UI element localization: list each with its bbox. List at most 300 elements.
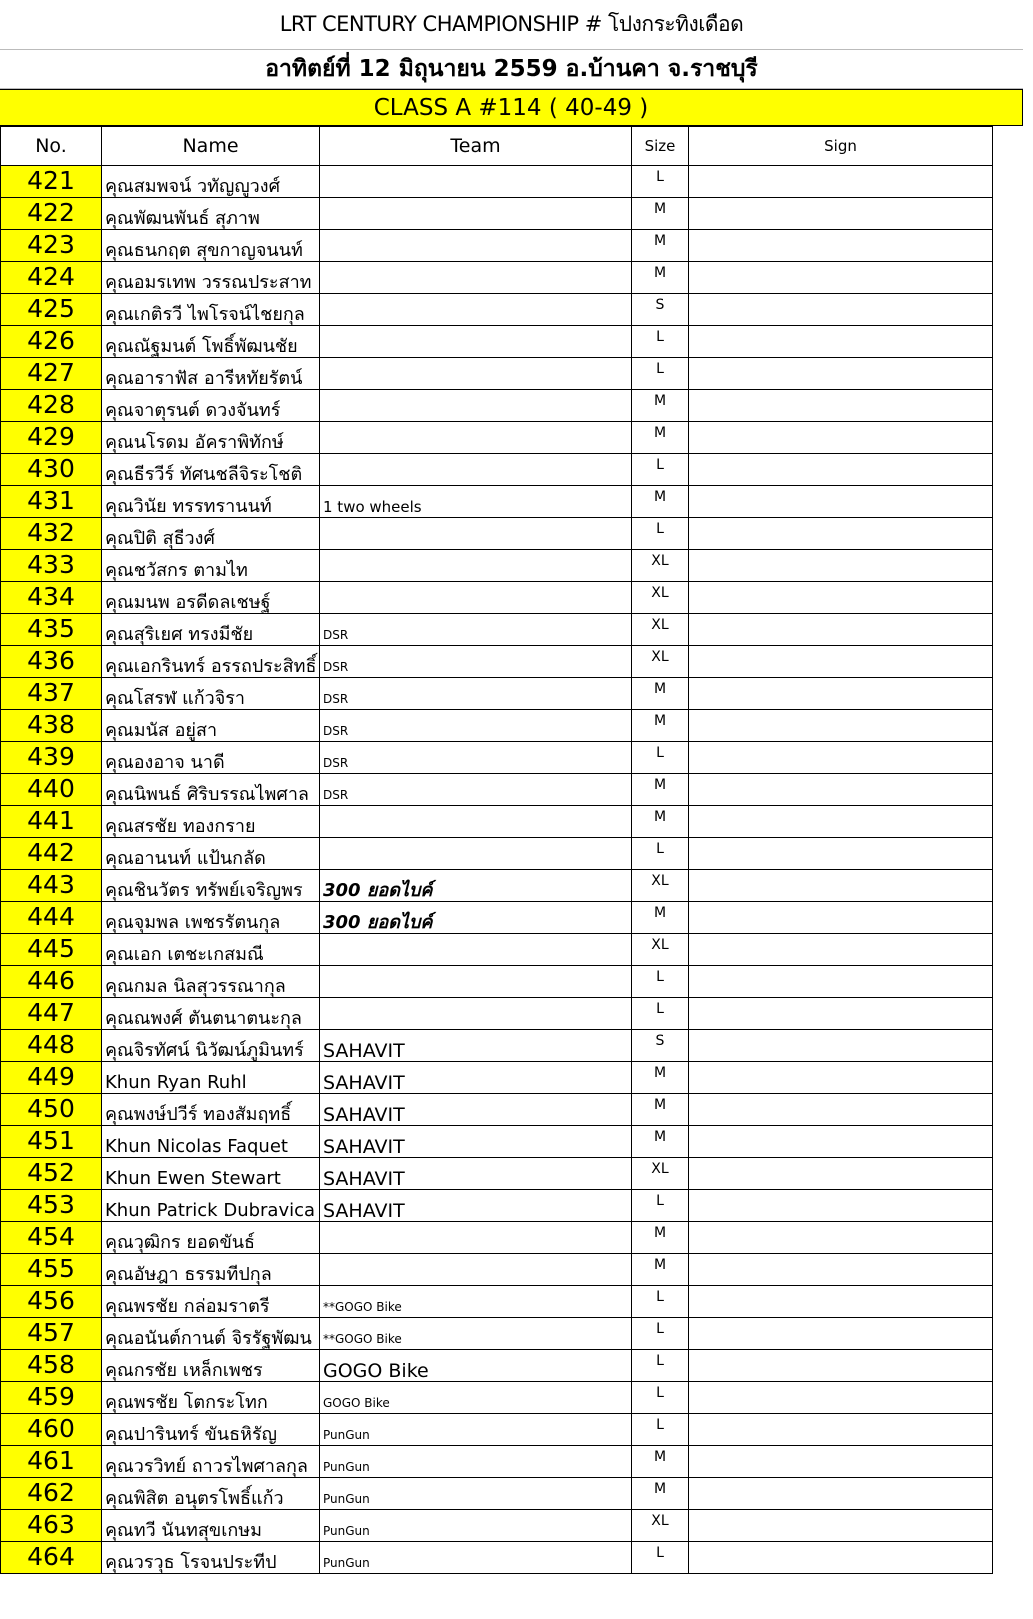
signature-cell[interactable] — [689, 710, 993, 742]
signature-cell[interactable] — [689, 870, 993, 902]
table-row — [1, 1094, 1024, 1126]
rider-name: Khun Ewen Stewart — [102, 1158, 320, 1190]
table-row — [1, 1510, 1024, 1542]
signature-cell[interactable] — [689, 198, 993, 230]
shirt-size: L — [632, 1414, 689, 1446]
signature-cell[interactable] — [689, 1350, 993, 1382]
blank-column-cell — [993, 1318, 1024, 1350]
table-row — [1, 838, 1024, 870]
rider-number: 455 — [1, 1254, 102, 1286]
shirt-size: XL — [632, 582, 689, 614]
table-row — [1, 1158, 1024, 1190]
rider-team — [320, 166, 632, 198]
table-row — [1, 646, 1024, 678]
signature-cell[interactable] — [689, 806, 993, 838]
shirt-size: M — [632, 198, 689, 230]
rider-team: SAHAVIT — [320, 1190, 632, 1222]
rider-team: SAHAVIT — [320, 1158, 632, 1190]
blank-column-cell — [993, 646, 1024, 678]
signature-cell[interactable] — [689, 1318, 993, 1350]
rider-name: คุณจาตุรนต์ ดวงจันทร์ — [102, 390, 320, 422]
rider-name: คุณสมพจน์ วทัญญูวงศ์ — [102, 166, 320, 198]
rider-name: คุณมนพ อรดีดลเชษฐ์ — [102, 582, 320, 614]
signature-cell[interactable] — [689, 1510, 993, 1542]
shirt-size: S — [632, 294, 689, 326]
rider-number: 422 — [1, 198, 102, 230]
shirt-size: M — [632, 902, 689, 934]
blank-column-cell — [993, 838, 1024, 870]
rider-team: DSR — [320, 646, 632, 678]
blank-column-cell — [993, 198, 1024, 230]
rider-team — [320, 998, 632, 1030]
table-row — [1, 518, 1024, 550]
shirt-size: M — [632, 390, 689, 422]
signature-cell[interactable] — [689, 422, 993, 454]
rider-number: 423 — [1, 230, 102, 262]
rider-team — [320, 550, 632, 582]
signature-cell[interactable] — [689, 1094, 993, 1126]
rider-team — [320, 1254, 632, 1286]
rider-team: PunGun — [320, 1510, 632, 1542]
rider-name: คุณเอกรินทร์ อรรถประสิทธิ์ — [102, 646, 320, 678]
rider-number: 441 — [1, 806, 102, 838]
rider-name: คุณอาราฟัส อารีหทัยรัตน์ — [102, 358, 320, 390]
rider-team — [320, 422, 632, 454]
rider-team — [320, 934, 632, 966]
rider-number: 435 — [1, 614, 102, 646]
rider-team: DSR — [320, 742, 632, 774]
blank-column-cell — [993, 774, 1024, 806]
signature-cell[interactable] — [689, 486, 993, 518]
signature-cell[interactable] — [689, 1382, 993, 1414]
shirt-size: M — [632, 1446, 689, 1478]
rider-number: 430 — [1, 454, 102, 486]
table-row — [1, 1286, 1024, 1318]
rider-name: คุณพิสิต อนุตรโพธิ์แก้ว — [102, 1478, 320, 1510]
rider-name: คุณมนัส อยู่สา — [102, 710, 320, 742]
shirt-size: M — [632, 422, 689, 454]
rider-name: คุณพรชัย กล่อมราตรี — [102, 1286, 320, 1318]
shirt-size: L — [632, 966, 689, 998]
rider-number: 428 — [1, 390, 102, 422]
blank-column-cell — [993, 550, 1024, 582]
blank-column-cell — [993, 934, 1024, 966]
shirt-size: L — [632, 998, 689, 1030]
rider-name: คุณพงษ์ปวีร์ ทองสัมฤทธิ์ — [102, 1094, 320, 1126]
rider-team: GOGO Bike — [320, 1350, 632, 1382]
rider-name: คุณโสรฬ แก้วจิรา — [102, 678, 320, 710]
blank-column-cell — [993, 806, 1024, 838]
signature-cell[interactable] — [689, 1158, 993, 1190]
signature-cell[interactable] — [689, 1542, 993, 1574]
table-row — [1, 1446, 1024, 1478]
blank-column-cell — [993, 742, 1024, 774]
signature-cell[interactable] — [689, 1254, 993, 1286]
signature-cell[interactable] — [689, 934, 993, 966]
table-row — [1, 870, 1024, 902]
blank-column-cell — [993, 1062, 1024, 1094]
table-row — [1, 678, 1024, 710]
rider-number: 440 — [1, 774, 102, 806]
blank-column-cell — [993, 262, 1024, 294]
rider-number: 427 — [1, 358, 102, 390]
table-row — [1, 774, 1024, 806]
shirt-size: L — [632, 1286, 689, 1318]
table-row — [1, 294, 1024, 326]
rider-name: คุณวรวิทย์ ถาวรไพศาลกุล — [102, 1446, 320, 1478]
table-row — [1, 1222, 1024, 1254]
rider-number: 442 — [1, 838, 102, 870]
rider-name: คุณจิรทัศน์ นิวัฒน์ภูมินทร์ — [102, 1030, 320, 1062]
signature-cell[interactable] — [689, 358, 993, 390]
rider-team — [320, 582, 632, 614]
rider-team: SAHAVIT — [320, 1062, 632, 1094]
table-row — [1, 262, 1024, 294]
rider-team — [320, 966, 632, 998]
rider-number: 432 — [1, 518, 102, 550]
signature-cell[interactable] — [689, 582, 993, 614]
signature-cell[interactable] — [689, 1190, 993, 1222]
rider-team: SAHAVIT — [320, 1030, 632, 1062]
signature-cell[interactable] — [689, 614, 993, 646]
signature-cell[interactable] — [689, 166, 993, 198]
signature-cell[interactable] — [689, 262, 993, 294]
blank-column-cell — [993, 486, 1024, 518]
rider-team — [320, 198, 632, 230]
rider-name: คุณอนันต์กานต์ จิรรัฐพัฒน — [102, 1318, 320, 1350]
signature-cell[interactable] — [689, 230, 993, 262]
col-header-sign: Sign — [689, 127, 993, 166]
rider-team: PunGun — [320, 1414, 632, 1446]
shirt-size: L — [632, 326, 689, 358]
blank-column-cell — [993, 1414, 1024, 1446]
rider-number: 447 — [1, 998, 102, 1030]
rider-number: 454 — [1, 1222, 102, 1254]
rider-name: คุณชวัสกร ตามไท — [102, 550, 320, 582]
rider-team: **GOGO Bike — [320, 1286, 632, 1318]
shirt-size: M — [632, 806, 689, 838]
roster-body — [1, 166, 1024, 1574]
blank-column-cell — [993, 326, 1024, 358]
rider-team: GOGO Bike — [320, 1382, 632, 1414]
blank-column-cell — [993, 1382, 1024, 1414]
table-row — [1, 166, 1024, 198]
shirt-size: L — [632, 742, 689, 774]
shirt-size: M — [632, 1062, 689, 1094]
blank-column-cell — [993, 966, 1024, 998]
signature-cell[interactable] — [689, 454, 993, 486]
rider-name: คุณองอาจ นาดี — [102, 742, 320, 774]
signature-cell[interactable] — [689, 678, 993, 710]
table-row — [1, 1062, 1024, 1094]
table-row — [1, 198, 1024, 230]
roster-table — [0, 126, 1024, 1574]
table-row — [1, 582, 1024, 614]
rider-name: คุณนิพนธ์ ศิริบรรณไพศาล — [102, 774, 320, 806]
shirt-size: M — [632, 262, 689, 294]
rider-name: คุณพรชัย โตกระโทก — [102, 1382, 320, 1414]
shirt-size: L — [632, 1190, 689, 1222]
rider-team: 300 ยอดไบค์ — [320, 902, 632, 934]
table-row — [1, 390, 1024, 422]
shirt-size: M — [632, 710, 689, 742]
table-row — [1, 742, 1024, 774]
shirt-size: XL — [632, 646, 689, 678]
class-heading: CLASS A #114 ( 40-49 ) — [0, 89, 1023, 126]
signature-cell[interactable] — [689, 742, 993, 774]
blank-column-cell — [993, 1254, 1024, 1286]
blank-column-cell — [993, 614, 1024, 646]
rider-number: 456 — [1, 1286, 102, 1318]
rider-name: คุณกมล นิลสุวรรณากุล — [102, 966, 320, 998]
signature-cell[interactable] — [689, 774, 993, 806]
rider-name: คุณวรวุธ โรจนประทีป — [102, 1542, 320, 1574]
rider-team: DSR — [320, 678, 632, 710]
rider-number: 453 — [1, 1190, 102, 1222]
signature-cell[interactable] — [689, 1478, 993, 1510]
rider-number: 436 — [1, 646, 102, 678]
rider-team — [320, 518, 632, 550]
blank-column-cell — [993, 390, 1024, 422]
blank-column-cell — [993, 1286, 1024, 1318]
rider-number: 421 — [1, 166, 102, 198]
signature-cell[interactable] — [689, 902, 993, 934]
rider-number: 462 — [1, 1478, 102, 1510]
rider-number: 457 — [1, 1318, 102, 1350]
rider-number: 429 — [1, 422, 102, 454]
signature-cell[interactable] — [689, 550, 993, 582]
rider-number: 443 — [1, 870, 102, 902]
signature-cell[interactable] — [689, 1062, 993, 1094]
rider-name: คุณวุฒิกร ยอดขันธ์ — [102, 1222, 320, 1254]
blank-column-cell — [993, 294, 1024, 326]
signature-cell[interactable] — [689, 1126, 993, 1158]
blank-column-cell — [993, 1126, 1024, 1158]
blank-column-cell — [993, 1542, 1024, 1574]
rider-team: PunGun — [320, 1542, 632, 1574]
rider-team — [320, 230, 632, 262]
blank-column-cell — [993, 1190, 1024, 1222]
rider-name: คุณสุริเยศ ทรงมีชัย — [102, 614, 320, 646]
signature-cell[interactable] — [689, 1446, 993, 1478]
event-date-location: อาทิตย์ที่ 12 มิถุนายน 2559 อ.บ้านคา จ.ราชบุรี — [0, 50, 1023, 89]
rider-number: 438 — [1, 710, 102, 742]
table-row — [1, 454, 1024, 486]
rider-team: PunGun — [320, 1446, 632, 1478]
rider-number: 450 — [1, 1094, 102, 1126]
table-row — [1, 550, 1024, 582]
shirt-size: M — [632, 1222, 689, 1254]
rider-number: 444 — [1, 902, 102, 934]
shirt-size: L — [632, 1350, 689, 1382]
shirt-size: M — [632, 678, 689, 710]
shirt-size: L — [632, 358, 689, 390]
rider-name: คุณพัฒนพันธ์ สุภาพ — [102, 198, 320, 230]
rider-name: คุณทวี นันทสุขเกษม — [102, 1510, 320, 1542]
rider-number: 461 — [1, 1446, 102, 1478]
table-row — [1, 902, 1024, 934]
rider-team: **GOGO Bike — [320, 1318, 632, 1350]
table-row — [1, 806, 1024, 838]
col-header-team: Team — [320, 127, 632, 166]
col-header-no: No. — [1, 127, 102, 166]
rider-team: SAHAVIT — [320, 1094, 632, 1126]
rider-name: คุณณัฐมนต์ โพธิ์พัฒนชัย — [102, 326, 320, 358]
rider-number: 451 — [1, 1126, 102, 1158]
blank-column-cell — [993, 1094, 1024, 1126]
blank-column-cell — [993, 998, 1024, 1030]
table-row — [1, 966, 1024, 998]
rider-team: 300 ยอดไบค์ — [320, 870, 632, 902]
shirt-size: XL — [632, 1158, 689, 1190]
rider-name: คุณกรชัย เหล็กเพชร — [102, 1350, 320, 1382]
rider-name: คุณเอก เตชะเกสมณี — [102, 934, 320, 966]
blank-column-cell — [993, 230, 1024, 262]
rider-number: 459 — [1, 1382, 102, 1414]
rider-name: Khun Nicolas Faquet — [102, 1126, 320, 1158]
rider-number: 446 — [1, 966, 102, 998]
blank-column-cell — [993, 518, 1024, 550]
rider-team — [320, 262, 632, 294]
header-row — [1, 127, 1024, 166]
signature-cell[interactable] — [689, 1414, 993, 1446]
signature-cell[interactable] — [689, 646, 993, 678]
shirt-size: M — [632, 774, 689, 806]
blank-column-cell — [993, 1030, 1024, 1062]
rider-name: คุณปารินทร์ ขันธหิรัญ — [102, 1414, 320, 1446]
table-row — [1, 422, 1024, 454]
blank-column-cell — [993, 678, 1024, 710]
shirt-size: M — [632, 1478, 689, 1510]
rider-number: 458 — [1, 1350, 102, 1382]
rider-number: 433 — [1, 550, 102, 582]
blank-column-cell — [993, 1510, 1024, 1542]
col-header-size: Size — [632, 127, 689, 166]
shirt-size: L — [632, 838, 689, 870]
rider-team — [320, 1222, 632, 1254]
rider-name: คุณวินัย ทรรทรานนท์ — [102, 486, 320, 518]
rider-number: 448 — [1, 1030, 102, 1062]
rider-team — [320, 838, 632, 870]
signature-cell[interactable] — [689, 326, 993, 358]
table-row — [1, 486, 1024, 518]
shirt-size: M — [632, 1254, 689, 1286]
table-row — [1, 1126, 1024, 1158]
rider-team — [320, 358, 632, 390]
shirt-size: L — [632, 1382, 689, 1414]
blank-column-cell — [993, 1222, 1024, 1254]
rider-name: คุณธนกฤต สุขกาญจนนท์ — [102, 230, 320, 262]
rider-team: PunGun — [320, 1478, 632, 1510]
shirt-size: XL — [632, 614, 689, 646]
blank-column-cell — [993, 870, 1024, 902]
rider-team: DSR — [320, 774, 632, 806]
table-row — [1, 358, 1024, 390]
blank-column-cell — [993, 1158, 1024, 1190]
rider-name: คุณนโรดม อัคราพิทักษ์ — [102, 422, 320, 454]
event-title: LRT CENTURY CHAMPIONSHIP # โปงกระทิงเดือด — [0, 0, 1023, 50]
table-row — [1, 1318, 1024, 1350]
rider-name: คุณณพงศ์ ตันตนาตนะกุล — [102, 998, 320, 1030]
rider-name: คุณอานนท์ แป้นกลัด — [102, 838, 320, 870]
rider-name: คุณธีรวีร์ ทัศนชลีจิระโชติ — [102, 454, 320, 486]
signature-cell[interactable] — [689, 1030, 993, 1062]
rider-number: 452 — [1, 1158, 102, 1190]
shirt-size: XL — [632, 934, 689, 966]
rider-name: คุณปิติ สุธีวงศ์ — [102, 518, 320, 550]
signature-cell[interactable] — [689, 294, 993, 326]
signature-cell[interactable] — [689, 998, 993, 1030]
shirt-size: XL — [632, 550, 689, 582]
blank-column-cell — [993, 582, 1024, 614]
signature-cell[interactable] — [689, 390, 993, 422]
shirt-size: L — [632, 454, 689, 486]
rider-name: คุณชินวัตร ทรัพย์เจริญพร — [102, 870, 320, 902]
signature-cell[interactable] — [689, 838, 993, 870]
rider-team: SAHAVIT — [320, 1126, 632, 1158]
shirt-size: L — [632, 518, 689, 550]
blank-column-cell — [993, 358, 1024, 390]
table-row — [1, 1030, 1024, 1062]
table-row — [1, 1190, 1024, 1222]
blank-column-cell — [993, 1446, 1024, 1478]
table-row — [1, 326, 1024, 358]
blank-column-cell — [993, 454, 1024, 486]
table-row — [1, 934, 1024, 966]
shirt-size: L — [632, 166, 689, 198]
shirt-size: M — [632, 230, 689, 262]
rider-number: 464 — [1, 1542, 102, 1574]
rider-name: คุณเกติรวี ไพโรจน์ไชยกุล — [102, 294, 320, 326]
rider-team — [320, 454, 632, 486]
rider-number: 463 — [1, 1510, 102, 1542]
rider-number: 434 — [1, 582, 102, 614]
rider-team — [320, 294, 632, 326]
shirt-size: XL — [632, 1510, 689, 1542]
table-row — [1, 1542, 1024, 1574]
blank-column-cell — [993, 902, 1024, 934]
signature-cell[interactable] — [689, 1286, 993, 1318]
table-row — [1, 1414, 1024, 1446]
rider-number: 437 — [1, 678, 102, 710]
shirt-size: XL — [632, 870, 689, 902]
rider-team — [320, 390, 632, 422]
signature-cell[interactable] — [689, 518, 993, 550]
rider-number: 425 — [1, 294, 102, 326]
rider-number: 424 — [1, 262, 102, 294]
rider-number: 445 — [1, 934, 102, 966]
shirt-size: L — [632, 1318, 689, 1350]
rider-team — [320, 806, 632, 838]
rider-team: 1 two wheels — [320, 486, 632, 518]
blank-column-cell — [993, 710, 1024, 742]
signature-cell[interactable] — [689, 966, 993, 998]
table-row — [1, 998, 1024, 1030]
signature-cell[interactable] — [689, 1222, 993, 1254]
table-row — [1, 614, 1024, 646]
table-row — [1, 230, 1024, 262]
rider-number: 439 — [1, 742, 102, 774]
rider-name: Khun Ryan Ruhl — [102, 1062, 320, 1094]
rider-number: 426 — [1, 326, 102, 358]
table-row — [1, 1254, 1024, 1286]
rider-name: Khun Patrick Dubravica — [102, 1190, 320, 1222]
rider-team: DSR — [320, 710, 632, 742]
shirt-size: M — [632, 1094, 689, 1126]
col-header-name: Name — [102, 127, 320, 166]
rider-name: คุณสรชัย ทองกราย — [102, 806, 320, 838]
shirt-size: M — [632, 486, 689, 518]
